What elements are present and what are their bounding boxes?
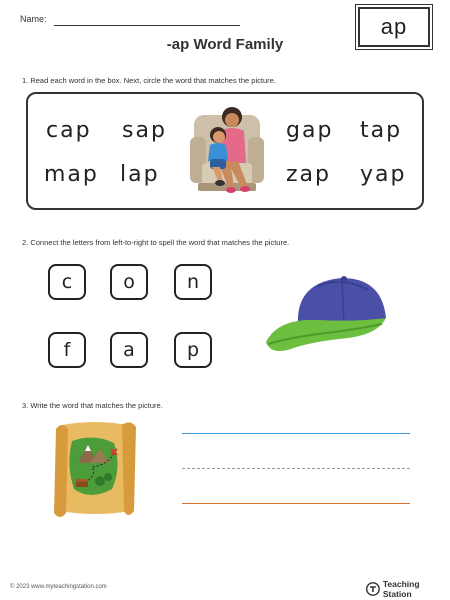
section3-instruction: 3. Write the word that matches the picture. xyxy=(22,401,163,410)
name-label: Name: xyxy=(20,14,47,24)
word-option[interactable]: map xyxy=(44,162,99,187)
copyright-text: © 2023 www.myteachingstation.com xyxy=(10,584,107,590)
word-option[interactable]: cap xyxy=(46,118,92,143)
section1-instruction: 1. Read each word in the box. Next, circle the word that matches the picture. xyxy=(22,76,276,85)
letter-tile[interactable]: n xyxy=(174,264,212,300)
letter-tile[interactable]: o xyxy=(110,264,148,300)
word-family-tag-text: ap xyxy=(380,14,408,39)
brand-name: Teaching Station xyxy=(382,579,420,599)
page-title: -ap Word Family xyxy=(166,36,284,53)
mother-child-on-lap-picture xyxy=(188,97,266,201)
brand-logo xyxy=(366,579,450,599)
letter-tile[interactable]: c xyxy=(48,264,86,300)
letter-tile[interactable]: f xyxy=(48,332,86,368)
treasure-map-picture xyxy=(48,415,140,523)
word-family-tag xyxy=(358,7,430,47)
section2-instruction: 2. Connect the letters from left-to-right to spell the word that matches the picture. xyxy=(22,238,290,247)
writing-line-top[interactable] xyxy=(182,433,410,434)
word-option[interactable]: gap xyxy=(286,118,334,143)
teaching-station-icon xyxy=(366,582,380,596)
writing-line-middle[interactable] xyxy=(182,468,410,469)
letter-tile[interactable]: p xyxy=(174,332,212,368)
baseball-cap-picture xyxy=(258,268,398,358)
word-option[interactable]: yap xyxy=(360,162,407,187)
word-option[interactable]: zap xyxy=(286,162,331,187)
letter-tile[interactable]: a xyxy=(110,332,148,368)
word-option[interactable]: lap xyxy=(120,162,160,187)
word-option[interactable]: tap xyxy=(360,118,403,143)
name-write-line[interactable] xyxy=(54,25,240,26)
word-option[interactable]: sap xyxy=(122,118,167,143)
writing-line-bottom[interactable] xyxy=(182,503,410,504)
